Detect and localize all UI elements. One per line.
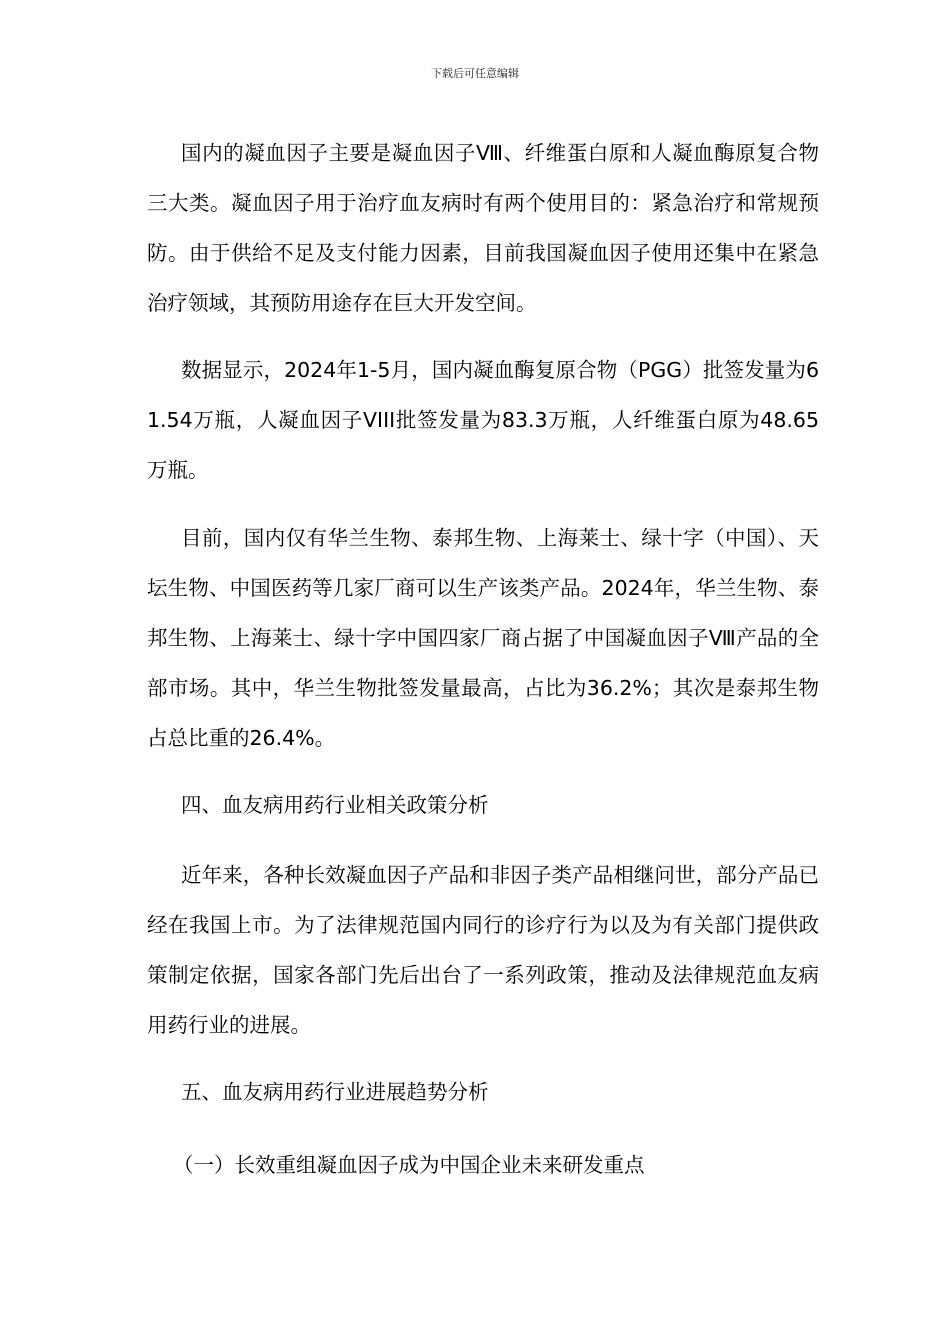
paragraph-manufacturers-market: 目前，国内仅有华兰生物、泰邦生物、上海莱士、绿十字（中国）、天坛生物、中国医药等几家厂商可以生产该类产品。2024年，华兰生物、泰邦生物、上海莱士、绿十字中国四家厂商占据了中国凝血因子Ⅷ产品的全部市场。其中，华兰生物批签发量最高，占比为36.2%；其次是泰邦生物占总比重的26.4%。 xyxy=(147,526,819,750)
section-heading-trend: 五、血友病用药行业进展趋势分析 xyxy=(181,1080,489,1104)
section-heading-policy: 四、血友病用药行业相关政策分析 xyxy=(181,793,489,817)
subsection-heading-long-acting: （一）长效重组凝血因子成为中国企业未来研发重点 xyxy=(173,1153,645,1177)
paragraph-coagulation-factors-overview: 国内的凝血因子主要是凝血因子Ⅷ、纤维蛋白原和人凝血酶原复合物三大类。凝血因子用于治疗血友病时有两个使用目的：紧急治疗和常规预防。由于供给不足及支付能力因素，目前我国凝血因子使用还集中在紧急治疗领域，其预防用途存在巨大开发空间。 xyxy=(147,141,819,315)
paragraph-policy-analysis: 近年来，各种长效凝血因子产品和非因子类产品相继问世，部分产品已经在我国上市。为了法律规范国内同行的诊疗行为以及为有关部门提供政策制定依据，国家各部门先后出台了一系列政策，推动及法律规范血友病用药行业的进展。 xyxy=(147,863,819,1037)
page-header: 下载后可任意编辑 xyxy=(431,67,519,80)
paragraph-batch-release-data: 数据显示，2024年1-5月，国内凝血酶复原合物（PGG）批签发量为61.54万瓶，人凝血因子VIII批签发量为83.3万瓶，人纤维蛋白原为48.65万瓶。 xyxy=(147,358,819,482)
